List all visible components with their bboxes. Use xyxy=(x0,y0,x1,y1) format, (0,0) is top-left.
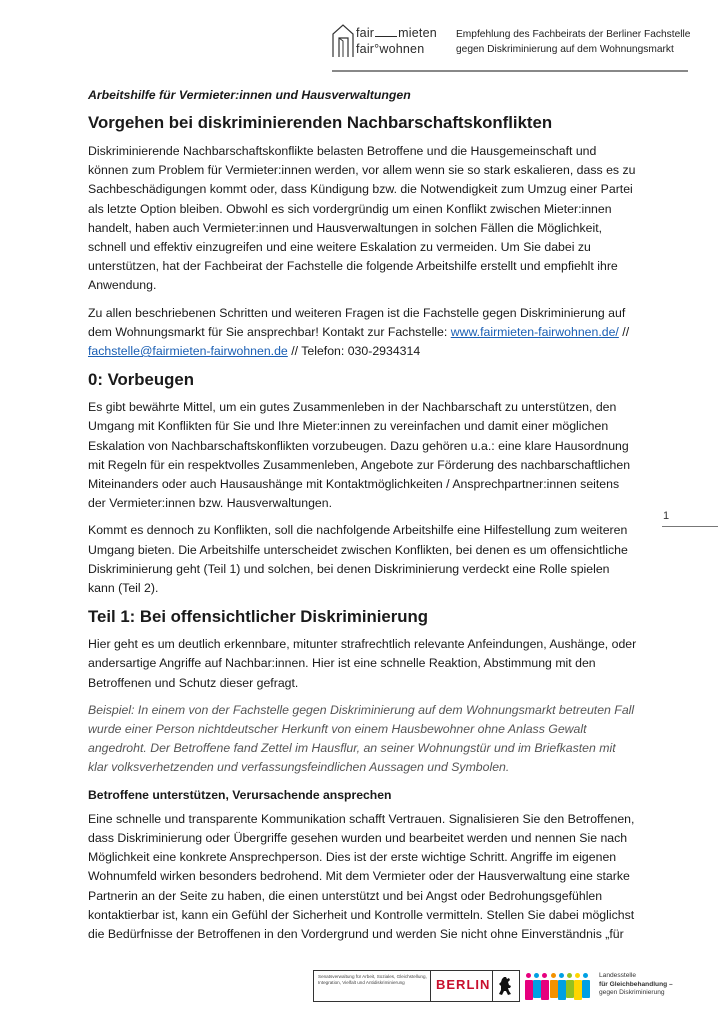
landesstelle-text xyxy=(599,972,673,998)
person-head xyxy=(583,973,588,978)
landesstelle-logo xyxy=(525,970,673,1002)
document-header xyxy=(332,22,691,72)
document-subtitle: Arbeitshilfe für Vermieter:innen und Hausverwaltungen xyxy=(88,88,411,102)
senat-logo xyxy=(313,970,520,1002)
person-head xyxy=(567,973,572,978)
person-figure xyxy=(558,980,566,1000)
logo-divider xyxy=(492,971,493,1001)
page-number: 1 xyxy=(663,510,670,522)
header-divider xyxy=(332,70,688,72)
section-1-subheading: Betroffene unterstützen, Verursachende ansprechen xyxy=(88,787,392,802)
document-body xyxy=(88,86,638,952)
section-0-paragraph-1: Es gibt bewährte Mittel, um ein gutes Zusammenleben in der Nachbarschaft zu unterstützen, den Umgang mit Konflikten für Sie und Ihre Mieter:innen zu vereinfachen und damit einer möglichen Eskalation von Nachbarschaftskonflikten vorzubeugen. Dazu gehören u.a.: eine klare Hausordnung mit Regeln für ein respektvolles Zusammenleben, Angebote zur Förderung des nachbarschaftlichen Miteinanders oder auch Hausaushänge mit Kontaktmöglichkeiten / Ansprechpartner:innen seitens der Vermieter:innen bzw. Hausverwaltungen. xyxy=(88,400,631,511)
logo-gap-underline xyxy=(375,27,397,37)
recommendation-text xyxy=(456,27,690,57)
logo-divider xyxy=(430,971,431,1001)
logo-line-1 xyxy=(356,26,437,40)
fair-mieten-fair-wohnen-logo xyxy=(332,24,440,60)
person-head xyxy=(534,973,539,978)
lads-line-3: gegen Diskriminierung xyxy=(599,989,665,996)
people-figures-icon xyxy=(525,972,593,1000)
section-1-heading: Teil 1: Bei offensichtlicher Diskriminierung xyxy=(88,607,429,627)
person-figure xyxy=(533,980,541,998)
section-1-example: Beispiel: In einem von der Fachstelle gegen Diskriminierung auf dem Wohnungsmarkt betreuten Fall wurde einer Person nichtdeutscher Herkunft von einem Hausbewohner ohne Anlass Gewalt angedroht. Der Betroffene fand Zettel im Hausflur, an seiner Wohnungstür und im Briefkasten mit klar volksverhetzenden und verfassungsfeindlichen Aussagen und Symbolen. xyxy=(88,702,635,775)
person-head xyxy=(551,973,556,978)
logo-mieten-text: mieten xyxy=(398,26,437,40)
section-0-heading: 0: Vorbeugen xyxy=(88,370,194,390)
person-head xyxy=(542,973,547,978)
contact-text: Zu allen beschriebenen Schritten und weiteren Fragen ist die Fachstelle gegen Diskriminierung auf dem Wohnungsmarkt für Sie ansprechbar! Kontakt zur Fachstelle: xyxy=(88,305,626,339)
lads-line-1: Landesstelle xyxy=(599,972,637,979)
berlin-wordmark: BERLIN xyxy=(436,977,491,992)
person-figure xyxy=(566,980,574,998)
berlin-bear-icon xyxy=(498,976,512,1002)
document-title: Vorgehen bei diskriminierenden Nachbarschaftskonflikten xyxy=(88,113,553,132)
page-number-rule xyxy=(662,526,718,527)
section-1-paragraph-1: Hier geht es um deutlich erkennbare, mitunter strafrechtlich relevante Anfeindungen, Aushänge, oder andersartige Angriffe auf Nachbar:innen. Hier ist eine schnelle Reaktion, Abstimmung mit den Betroffenen und Schutz dieser gefragt. xyxy=(88,637,637,690)
logo-fair-text: fair xyxy=(356,26,375,40)
person-figure xyxy=(550,980,558,998)
section-0-paragraph-2: Kommt es dennoch zu Konflikten, soll die nachfolgende Arbeitshilfe eine Hilfestellung zum weiteren Umgang bieten. Die Arbeitshilfe unterscheidet zwischen Konflikten, bei denen es um offensichtliche Diskriminierung geht (Teil 1) und solchen, bei denen Diskriminierung verdeckt eine Rolle spielen kann (Teil 2). xyxy=(88,523,628,596)
contact-paragraph xyxy=(88,304,638,362)
person-figure xyxy=(582,980,590,998)
section-1-paragraph-2: Eine schnelle und transparente Kommunikation schafft Vertrauen. Signalisieren Sie den Betroffenen, dass Diskriminierung oder Übergriffe gesehen wurden und bearbeitet werden und nennen Sie nach Möglichkeit eine konkrete Ansprechperson. Dies ist der erste wichtige Schritt. Angriffe im eigenen Wohnumfeld wirken besonders bedrohend. Mit dem Vermieter oder der Hausverwaltung eine starke Partnerin an der Seite zu haben, die einen unterstützt und bei Angst oder Bedrohungsgefühlen kontaktierbar ist, kann ein Gefühl der Sicherheit und Kontrolle vermitteln. Stellen Sie dabei möglichst die Bedürfnisse der Betroffenen in den Vordergrund und werden Sie nicht ohne Einverständnis „für xyxy=(88,811,635,941)
person-head xyxy=(526,973,531,978)
email-link[interactable]: fachstelle@fairmieten-fairwohnen.de xyxy=(88,344,288,359)
contact-separator: // xyxy=(618,324,630,339)
person-head xyxy=(575,973,580,978)
recommendation-line-2: gegen Diskriminierung auf dem Wohnungsmarkt xyxy=(456,44,674,55)
recommendation-line-1: Empfehlung des Fachbeirats der Berliner Fachstelle xyxy=(456,29,691,40)
website-link[interactable]: www.fairmieten-fairwohnen.de/ xyxy=(450,324,619,339)
person-figure xyxy=(574,980,582,1000)
house-door-icon xyxy=(332,24,354,58)
lads-line-2-bold: behandlung – xyxy=(629,980,673,988)
lads-line-2-prefix: für Gleich xyxy=(599,980,630,988)
person-head xyxy=(559,973,564,978)
senat-text: Senatsverwaltung für Arbeit, Soziales, Gleichstellung, Integration, Vielfalt und Antidiskriminierung xyxy=(318,974,427,986)
lads-line-2 xyxy=(599,981,673,990)
person-figure xyxy=(541,980,549,1000)
phone-text: // Telefon: 030-2934314 xyxy=(287,344,421,359)
logo-line-2: fair°wohnen xyxy=(356,42,425,56)
intro-paragraph: Diskriminierende Nachbarschaftskonflikte belasten Betroffene und die Hausgemeinschaft und können zum Problem für Vermieter:innen werden, vor allem wenn sie so stark eskalieren, dass es zu Sachbeschädigungen kommt oder, dass Kündigung bzw. die Notwendigkeit zum Umzug einer Partei als letzte Option bleiben. Obwohl es sich vordergründig um einen Konflikt zwischen Mieter:innen handelt, haben auch Vermieter:innen und Hausverwaltungen in solchen Fällen die Möglichkeit, schnell und effektiv einzugreifen und eine weitere Eskalation zu vermeiden. Um Sie dabei zu unterstützen, hat der Fachbeirat der Fachstelle die folgende Arbeitshilfe erstellt und empfiehlt ihre Anwendung. xyxy=(88,144,636,293)
person-figure xyxy=(525,980,533,1000)
